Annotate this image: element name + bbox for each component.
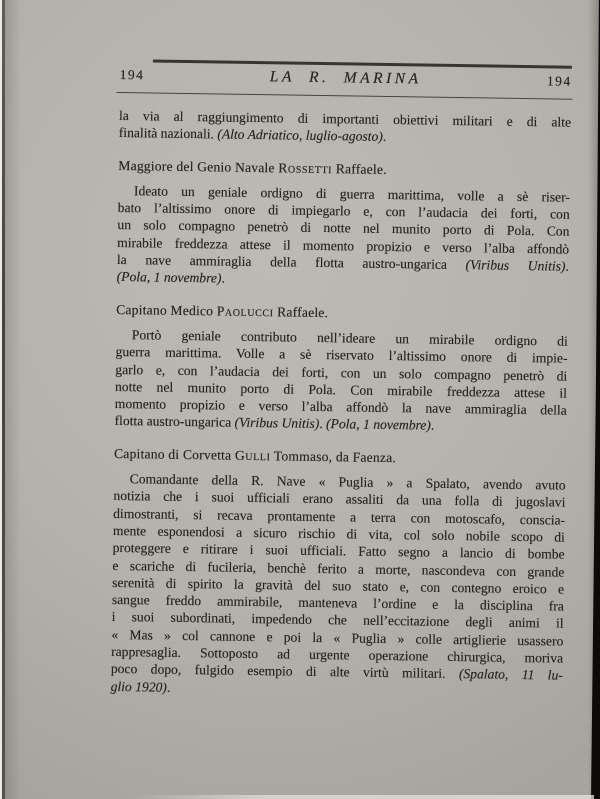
body-paragraph [119, 107, 571, 148]
text-line [118, 157, 570, 181]
text-run: Portò geniale contributo nell’ideare un mirabile ordigno di [131, 327, 568, 349]
text-run: bato l’altissimo onore di impiegarlo e, con l’audacia dei forti, con [117, 200, 570, 222]
text-run: . [319, 416, 327, 432]
body-paragraph [117, 182, 570, 292]
running-header [120, 66, 572, 91]
text-run: Tommaso, da Faenza. [270, 448, 397, 465]
text-run: Ideato un geniale ordigno di guerra marittima, volle a sè riser- [133, 183, 571, 205]
text-run: e scariche di fucileria, benchè ferito a morte, nascondeva con grande [112, 557, 565, 580]
text-run: i suoi subordinati, impedendo che nell’eccitazione degli animi il [111, 609, 564, 632]
text-run: . [382, 129, 387, 145]
section-heading [114, 445, 566, 469]
surname-small-caps: Gulli [234, 447, 271, 464]
text-line [116, 301, 568, 325]
running-title: LA R. MARINA [269, 68, 422, 88]
text-run: . [430, 418, 435, 434]
text-run: . [221, 270, 226, 286]
text-line [114, 445, 566, 469]
text-run: sangue freddo ammirabile, manteneva l’ordine e la disciplina fra [111, 592, 564, 614]
text-run: notizia che i suoi ufficiali erano assaliti da una folla di jugoslavi [113, 488, 566, 510]
italic-citation: (Spalato, 11 lu- [458, 666, 563, 683]
surname-small-caps: Rossetti [278, 159, 333, 176]
text-run: rappresaglia. Sottoposto ad urgente operazione chirurgica, moriva [111, 643, 564, 666]
text-run: la nave ammiraglia della flotta austro-ungarica [116, 252, 466, 273]
text-run: poco dopo, fulgido esempio di alte virtù militari. [110, 661, 460, 682]
text-run: garlo e, con l’audacia dei forti, con un solo compagno penetrò di [115, 361, 568, 384]
printed-page-content [110, 55, 572, 695]
italic-citation: (Viribus Unitis) [465, 257, 566, 274]
page-number-right: 194 [546, 73, 572, 89]
text-run: Maggiore del Genio Navale [118, 157, 279, 175]
text-run: guerra marittima. Volle a sè riservato l’altissimo onore di impie- [115, 344, 568, 366]
section-heading [116, 301, 568, 325]
header-rule-bottom [116, 92, 572, 100]
text-run: proteggere e ritirare i suoi ufficiali. Fatto segno a lancio di bombe [112, 540, 565, 562]
italic-citation: (Alto Adriatico, luglio-agosto) [217, 126, 383, 145]
text-run: Raffaele. [332, 160, 387, 177]
text-run: dimostranti, si recava prontamente a terra con motoscafo, conscia- [113, 505, 566, 528]
text-run: momento propizio e verso l’alba affondò la nave ammiraglia della [114, 396, 567, 418]
text-run: un solo compagno penetrò di notte nel munito porto di Pola. Con [117, 217, 570, 240]
text-run: Comandante della R. Nave « Puglia » a Spalato, avendo avuto [129, 471, 566, 493]
text-run: Raffaele. [273, 303, 329, 320]
italic-citation: (Viribus Unitis) [234, 415, 320, 432]
italic-citation: (Pola, 1 novembre) [325, 416, 432, 434]
text-run: mirabile freddezza attese il momento propizio e verso l’alba affondò [117, 234, 570, 257]
text-run: mente esponendosi a sicuro rischio di vita, col solo nobile scopo di [112, 522, 566, 545]
body-paragraph [111, 470, 566, 702]
text-run: serenità di spirito la gravità del suo stato e, con contegno eroico e [112, 574, 565, 597]
page-text [111, 107, 572, 702]
text-run: finalità nazionali. [118, 125, 218, 142]
text-run: Capitano di Corvetta [113, 445, 236, 463]
text-run: la via al raggiungimento di importanti obiettivi militari e di alte [118, 107, 572, 130]
page-number-left: 194 [119, 66, 145, 83]
text-run: . [166, 679, 171, 695]
scan-bottom-edge [130, 795, 594, 799]
text-run: Capitano Medico [116, 301, 217, 319]
italic-citation: (Pola, 1 novembre) [116, 269, 222, 286]
surname-small-caps: Paolucci [216, 303, 274, 319]
text-run: notte nel munito porto di Pola. Con mirabile freddezza attese il [114, 378, 568, 401]
section-heading [118, 157, 570, 181]
body-paragraph [114, 326, 567, 436]
text-run: flotta austro-ungarica [114, 413, 235, 431]
book-gutter-shadow [5, 0, 21, 799]
text-run: « Mas » col cannone e poi la « Puglia » colle artiglierie usassero [111, 626, 564, 649]
italic-citation: glio 1920) [110, 678, 168, 695]
text-run: . [565, 258, 570, 274]
